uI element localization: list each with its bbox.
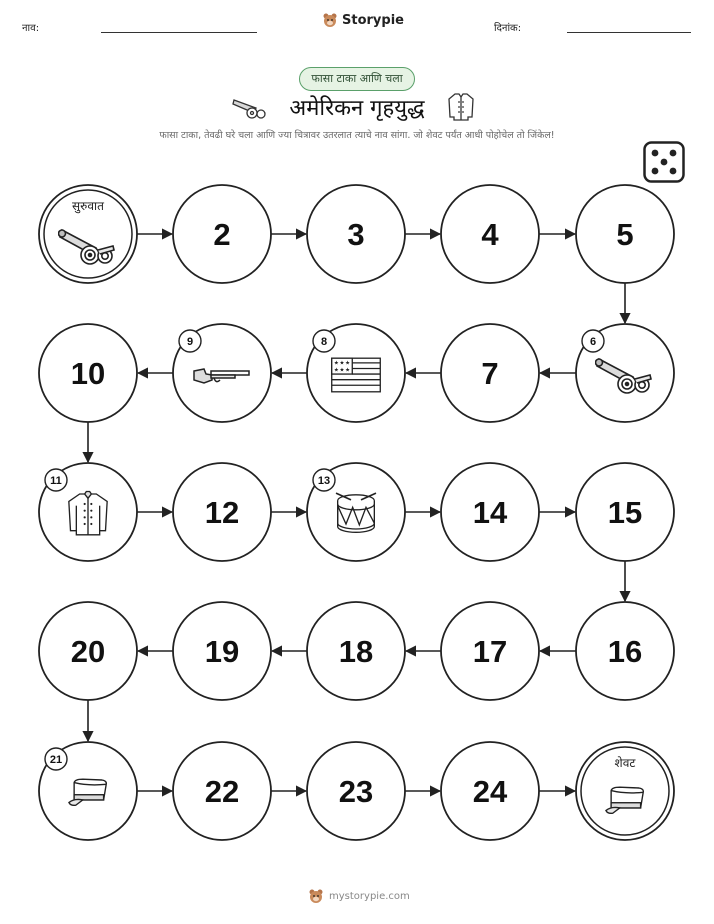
board-square-23[interactable] [307,742,405,840]
board-square-1[interactable] [39,185,137,283]
board-square-19[interactable] [173,602,271,700]
board-square-20[interactable] [39,602,137,700]
board-square-14[interactable] [441,463,539,561]
flag-icon [332,358,381,392]
square-number: 14 [472,495,508,530]
board-square-21[interactable] [39,742,137,840]
bear-mascot-icon [308,888,324,904]
footer-website: mystorypie.com [329,890,410,902]
game-type-tag: फासा टाका आणि चला [299,67,415,91]
board-square-16[interactable] [576,602,674,700]
board-square-3[interactable] [307,185,405,283]
square-number: 18 [338,634,374,669]
dice-icon [643,141,685,183]
square-number: 3 [347,217,365,252]
square-number: 2 [213,217,231,252]
start-label: सुरुवात [72,199,104,213]
board-square-6[interactable] [576,324,674,422]
square-number: 17 [472,634,508,669]
board-square-22[interactable] [173,742,271,840]
board-square-24[interactable] [441,742,539,840]
uniform-jacket-icon [69,492,107,535]
board-square-11[interactable] [39,463,137,561]
board-square-25[interactable] [576,742,674,840]
square-number: 15 [607,495,643,530]
board-square-8[interactable] [307,324,405,422]
end-label: शेवट [614,756,636,770]
board-square-17[interactable] [441,602,539,700]
square-number: 16 [607,634,643,669]
square-badge-number: 8 [320,336,328,348]
board-square-2[interactable] [173,185,271,283]
game-instructions: फासा टाका, तेवढी घरे चला आणि ज्या चित्रावर उतरलात त्याचे नाव सांगा. जो शेवट पर्यंत आधी पोहोचेल तो जिंकेल! [159,130,555,141]
square-number: 23 [338,774,374,809]
name-label: नाव: [22,23,40,34]
square-number: 20 [70,634,106,669]
board-square-18[interactable] [307,602,405,700]
brand-name: Storypie [342,12,404,28]
square-number: 19 [204,634,240,669]
date-label: दिनांक: [494,23,522,34]
board-square-13[interactable] [307,463,405,561]
square-number: 22 [204,774,240,809]
board-square-9[interactable] [173,324,271,422]
square-badge-number: 13 [317,475,331,487]
square-number: 5 [616,217,634,252]
board-square-5[interactable] [576,185,674,283]
square-number: 12 [204,495,240,530]
page-title: अमेरिकन गृहयुद्ध [289,96,425,121]
square-badge-number: 21 [49,754,63,766]
square-badge-number: 9 [186,336,194,348]
square-number: 24 [472,774,508,809]
board-square-4[interactable] [441,185,539,283]
board-square-7[interactable] [441,324,539,422]
square-badge-number: 11 [50,475,62,487]
board-square-15[interactable] [576,463,674,561]
board-square-10[interactable] [39,324,137,422]
square-badge-number: 6 [589,336,597,348]
square-number: 7 [481,356,499,391]
square-number: 10 [70,356,106,391]
drum-icon [336,493,376,532]
footer [308,888,410,904]
square-number: 4 [481,217,499,252]
board-square-12[interactable] [173,463,271,561]
